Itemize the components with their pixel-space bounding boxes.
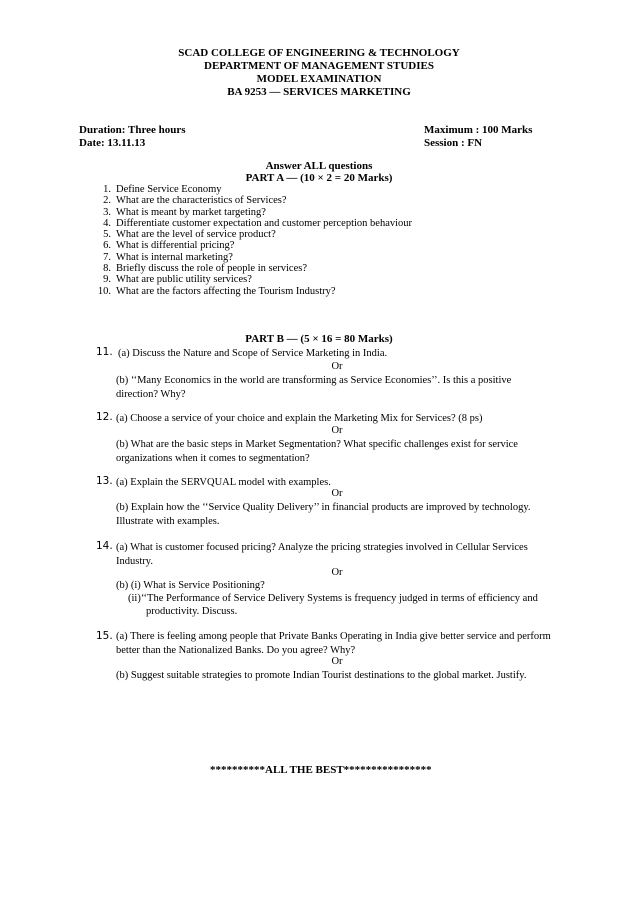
question-text: Briefly discuss the role of people in services?	[116, 263, 307, 275]
question-12b: (b) What are the basic steps in Market Segmentation? What specific challenges exist for service organizations when it comes to segmentation?	[116, 439, 518, 464]
question-text: Define Service Economy	[116, 184, 222, 195]
question-number: 8.	[103, 263, 111, 275]
question-number: 1.	[103, 184, 111, 195]
part-a-question	[78, 195, 412, 206]
part-a-question	[78, 286, 412, 297]
question-13a: (a) Explain the SERVQUAL model with examples.	[116, 477, 331, 488]
part-a-title: PART A — (10 × 2 = 20 Marks)	[245, 172, 393, 184]
question-11a: (a) Discuss the Nature and Scope of Service Marketing in India.	[118, 348, 388, 359]
part-a-question	[78, 252, 412, 263]
question-number: 9.	[103, 274, 111, 286]
or-label: Or	[331, 425, 343, 436]
part-a-question	[78, 229, 412, 240]
or-label: Or	[331, 656, 343, 667]
question-number: 10.	[97, 285, 111, 297]
question-14b-i: (b) (i) What is Service Positioning?	[116, 580, 265, 591]
question-text: What is differential pricing?	[116, 240, 235, 252]
session: Session : FN	[424, 137, 483, 149]
question-text: What are public utility services?	[116, 274, 252, 286]
college-name: SCAD COLLEGE OF ENGINEERING & TECHNOLOGY	[178, 47, 460, 59]
part-a-question-list	[78, 184, 412, 297]
part-a-question	[78, 218, 412, 229]
maximum-marks: Maximum : 100 Marks	[424, 124, 533, 136]
duration: Duration: Three hours	[79, 124, 186, 136]
exam-name: MODEL EXAMINATION	[256, 73, 382, 85]
exam-date: Date: 13.11.13	[79, 137, 146, 149]
question-number: 3.	[103, 206, 111, 218]
question-14a: (a) What is customer focused pricing? Analyze the pricing strategies involved in Cellular Services Industry.	[116, 542, 528, 567]
question-text: What is meant by market targeting?	[116, 206, 266, 218]
question-number: 15.	[96, 630, 113, 642]
question-number: 14.	[96, 540, 113, 552]
question-number: 6.	[103, 240, 111, 252]
part-a-question	[78, 207, 412, 218]
question-number: 5.	[103, 229, 111, 241]
question-11b: (b) ‘‘Many Economics in the world are transforming as Service Economies’’. Is this a positive direction? Why?	[116, 375, 512, 400]
question-number: 4.	[103, 217, 111, 229]
course-title: BA 9253 — SERVICES MARKETING	[227, 86, 411, 98]
question-text: Differentiate customer expectation and customer perception behaviour	[116, 217, 413, 229]
question-number: 11.	[96, 346, 113, 358]
part-a-question	[78, 274, 412, 285]
question-number: 12.	[96, 411, 113, 423]
department-name: DEPARTMENT OF MANAGEMENT STUDIES	[204, 60, 434, 72]
part-a-question	[78, 240, 412, 251]
question-number: 13.	[96, 475, 113, 487]
question-15a: (a) There is feeling among people that Private Banks Operating in India give better service and perform better than the Nationalized Banks. Do you agree? Why?	[116, 631, 551, 656]
question-12a: (a) Choose a service of your choice and explain the Marketing Mix for Services? (8 ps)	[116, 413, 483, 424]
question-number: 2.	[103, 195, 111, 207]
question-13b: (b) Explain how the ‘‘Service Quality Delivery’’ in financial products are improved by technology. Illustrate with examples.	[116, 502, 531, 527]
instructions: Answer ALL questions	[265, 160, 373, 172]
question-14b-ii-cont: productivity. Discuss.	[146, 606, 238, 617]
question-text: What are the factors affecting the Tourism Industry?	[116, 285, 336, 297]
question-text: What are the level of service product?	[116, 229, 276, 241]
part-a-question	[78, 263, 412, 274]
or-label: Or	[331, 488, 343, 499]
part-b-title: PART B — (5 × 16 = 80 Marks)	[245, 333, 393, 345]
question-text: What is internal marketing?	[116, 251, 233, 263]
question-14b-ii: (ii)‘‘The Performance of Service Delivery Systems is frequency judged in terms of efficiency and	[128, 593, 538, 604]
question-number: 7.	[103, 251, 111, 263]
part-a-question	[78, 184, 412, 195]
or-label: Or	[331, 567, 343, 578]
question-15b: (b) Suggest suitable strategies to promote Indian Tourist destinations to the global market. Justify.	[116, 670, 527, 681]
or-label: Or	[331, 361, 343, 372]
footer-message: **********ALL THE BEST****************	[210, 764, 432, 776]
question-text: What are the characteristics of Services?	[116, 195, 287, 207]
